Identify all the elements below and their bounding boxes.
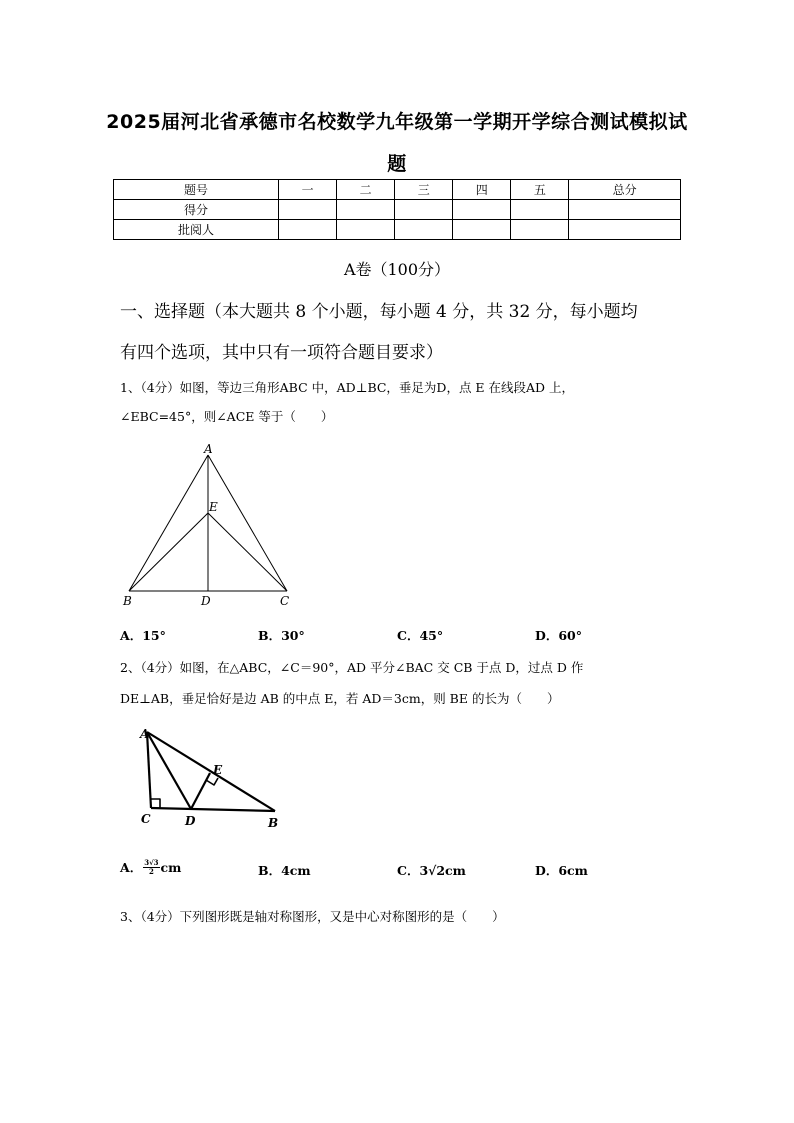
segment-de — [191, 773, 210, 809]
score-cell — [453, 220, 511, 240]
score-cell — [279, 200, 337, 220]
score-table-header-cell: 二 — [337, 180, 395, 200]
question-2-text-line1: 2、（4分）如图，在△ABC，∠C＝90°，AD 平分∠BAC 交 CB 于点 D，过点 D 作 — [120, 660, 584, 675]
section-heading-line2: 有四个选项，其中只有一项符合题目要求） — [120, 343, 443, 363]
segment-be — [129, 513, 208, 591]
question-1-option-b: B．30° — [258, 628, 305, 643]
section-heading-line1: 一、选择题（本大题共 8 个小题，每小题 4 分，共 32 分，每小题均 — [120, 302, 638, 322]
score-table-row-label: 得分 — [114, 200, 279, 220]
fraction — [143, 859, 159, 876]
score-cell — [395, 220, 453, 240]
score-table-header-cell: 一 — [279, 180, 337, 200]
vertex-label-a: A — [140, 727, 150, 741]
segment-cb — [151, 808, 275, 811]
question-2-option-b: B．4cm — [258, 863, 311, 878]
vertex-label-a: A — [204, 442, 213, 456]
segment-ad — [147, 732, 191, 809]
score-table — [113, 179, 681, 240]
question-1-figure — [115, 440, 305, 612]
question-2-figure — [130, 722, 290, 832]
score-cell — [337, 220, 395, 240]
option-a-unit: cm — [160, 859, 182, 875]
question-2-option-d: D．6cm — [535, 863, 588, 878]
document-title-line1: 2025届河北省承德市名校数学九年级第一学期开学综合测试模拟试 — [106, 111, 688, 133]
score-table-header-cell: 四 — [453, 180, 511, 200]
segment-ab — [147, 732, 275, 811]
question-1-text-line1: 1、（4分）如图，等边三角形ABC 中，AD⊥BC，垂足为D，点 E 在线段AD 上， — [120, 380, 575, 395]
question-2-text-line2: DE⊥AB，垂足恰好是边 AB 的中点 E，若 AD＝3cm，则 BE 的长为（ ） — [120, 691, 560, 706]
document-title-line2: 题 — [387, 153, 407, 175]
fraction-denominator: 2 — [148, 866, 154, 876]
question-1-option-d: D．60° — [535, 628, 582, 643]
score-cell — [511, 200, 569, 220]
question-1-text-line2: ∠EBC=45°，则∠ACE 等于（ ） — [120, 409, 334, 424]
score-table-header-row — [114, 180, 681, 200]
segment-ab — [129, 455, 208, 591]
segment-ac — [208, 455, 287, 591]
question-1-option-c: C．45° — [397, 628, 444, 643]
vertex-label-e: E — [209, 500, 218, 514]
paper-section-heading: A卷（100分） — [343, 260, 451, 279]
score-table-row — [114, 220, 681, 240]
vertex-label-c: C — [141, 812, 151, 826]
vertex-label-c: C — [280, 594, 290, 608]
score-table-header-cell: 三 — [395, 180, 453, 200]
score-cell — [395, 200, 453, 220]
score-table-header-cell: 题号 — [114, 180, 279, 200]
segment-ec — [208, 513, 287, 591]
score-table-row — [114, 200, 681, 220]
option-a-prefix: A． — [120, 860, 143, 875]
score-cell — [569, 200, 681, 220]
score-table-header-cell: 五 — [511, 180, 569, 200]
score-cell — [337, 200, 395, 220]
segment-ac — [147, 732, 151, 808]
question-3-text: 3、（4分）下列图形既是轴对称图形，又是中心对称图形的是（ ） — [120, 909, 505, 924]
right-angle-mark-c — [151, 799, 160, 808]
vertex-label-b: B — [268, 816, 279, 830]
vertex-label-b: B — [123, 594, 132, 608]
score-cell — [279, 220, 337, 240]
score-cell — [511, 220, 569, 240]
vertex-label-d: D — [201, 594, 211, 608]
score-table-row-label: 批阅人 — [114, 220, 279, 240]
vertex-label-e: E — [213, 763, 223, 777]
score-table-header-cell: 总分 — [569, 180, 681, 200]
vertex-label-d: D — [185, 814, 196, 828]
question-2-option-c: C．3√2cm — [397, 863, 466, 878]
fraction-numerator: 3√3 — [144, 857, 159, 867]
question-1-option-a: A．15° — [120, 628, 166, 643]
question-2-option-a — [120, 858, 181, 876]
score-cell — [569, 220, 681, 240]
score-cell — [453, 200, 511, 220]
